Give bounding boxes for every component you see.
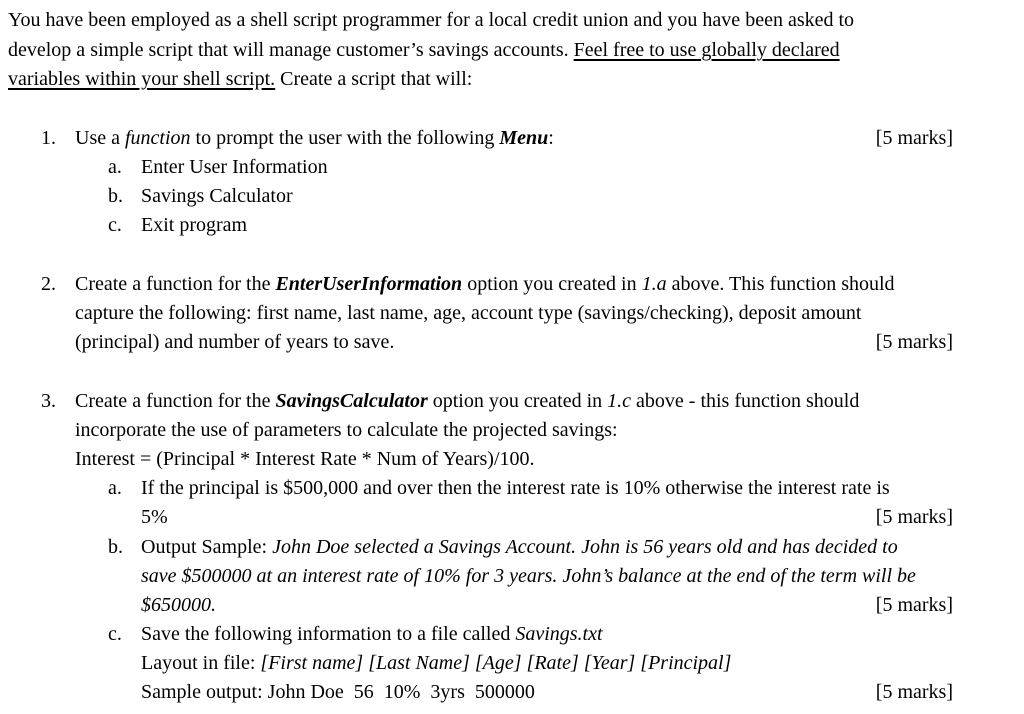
intro-text-end: Create a script that will:: [275, 68, 473, 90]
q2-pre: Create a function for the: [75, 273, 276, 295]
q3-post: above - this function should: [631, 390, 860, 412]
q3c-line-3: Sample output: John Doe 56 10% 3yrs 500000: [141, 681, 535, 703]
q3c-text: Save the following information to a file called: [141, 623, 516, 645]
q3-number: 3.: [41, 390, 56, 412]
q3c-layout-label: Layout in file:: [141, 652, 261, 674]
q3-mid: option you created in: [427, 390, 608, 412]
q3b-label: Output Sample:: [141, 536, 273, 558]
q3c-layout: [First name] [Last Name] [Age] [Rate] [Year] [Principal]: [260, 652, 732, 674]
intro-line-2: [8, 40, 840, 60]
q3a-line-1: If the principal is $500,000 and over then the interest rate is 10% otherwise the interest rate is: [141, 477, 890, 499]
q3-pre: Create a function for the: [75, 390, 276, 412]
q1-option-b: Savings Calculator: [141, 185, 293, 207]
q1-menu-term: Menu: [499, 127, 549, 149]
q3c-letter: c.: [108, 623, 122, 645]
q3-ref: 1.c: [607, 390, 632, 412]
q3b-letter: b.: [108, 536, 123, 558]
q3b-line-1: [141, 537, 898, 557]
q2-mid: option you created in: [462, 273, 642, 295]
q3-line-1: [75, 391, 859, 411]
q1-text: [75, 128, 554, 148]
q1-marks: [5 marks]: [875, 127, 953, 149]
q2-number: 2.: [41, 273, 56, 295]
q1-option-b-letter: b.: [108, 185, 123, 207]
q3a-marks: [5 marks]: [875, 506, 953, 528]
q1-option-c: Exit program: [141, 214, 248, 236]
q2-function-name: EnterUserInformation: [275, 273, 463, 295]
intro-underlined-note-end: variables within your shell script.: [8, 68, 276, 90]
q2-post: above. This function should: [666, 273, 895, 295]
q3a-line-2: 5%: [141, 506, 168, 528]
q3b-marks: [5 marks]: [875, 594, 953, 616]
q1-option-c-letter: c.: [108, 214, 122, 236]
intro-text: develop a simple script that will manage customer’s savings accounts.: [8, 39, 574, 61]
intro-line-1: You have been employed as a shell script programmer for a local credit union and you have been asked to: [8, 9, 855, 31]
q1-italic: function: [124, 127, 191, 149]
q3b-line-3: $650000.: [141, 594, 216, 616]
q3c-line-1: [141, 624, 603, 644]
q2-marks: [5 marks]: [875, 331, 953, 353]
q1-option-a-letter: a.: [108, 156, 122, 178]
q3c-line-2: [141, 653, 731, 673]
intro-underlined-note: Feel free to use globally declared: [573, 39, 840, 61]
q3-formula: Interest = (Principal * Interest Rate * Num of Years)/100.: [75, 448, 535, 470]
intro-line-3: [8, 69, 472, 89]
q2-line-3: (principal) and number of years to save.: [75, 331, 395, 353]
q1-option-a: Enter User Information: [141, 156, 328, 178]
q3a-letter: a.: [108, 477, 122, 499]
q1-number: 1.: [41, 127, 56, 149]
q1-mid: to prompt the user with the following: [190, 127, 500, 149]
q1-pre: Use a: [75, 127, 125, 149]
q2-line-1: [75, 274, 895, 294]
q2-line-2: capture the following: first name, last name, age, account type (savings/checking), deposit amount: [75, 302, 862, 324]
q3b-sample-1: John Doe selected a Savings Account. John is 56 years old and has decided to: [272, 536, 898, 558]
q3-line-2: incorporate the use of parameters to calculate the projected savings:: [75, 419, 618, 441]
q3c-marks: [5 marks]: [875, 681, 953, 703]
q1-post: :: [548, 127, 554, 149]
q3c-filename: Savings.txt: [515, 623, 603, 645]
q2-ref: 1.a: [641, 273, 667, 295]
q3b-line-2: save $500000 at an interest rate of 10% for 3 years. John’s balance at the end of the term will be: [141, 565, 916, 587]
q3-function-name: SavingsCalculator: [275, 390, 428, 412]
